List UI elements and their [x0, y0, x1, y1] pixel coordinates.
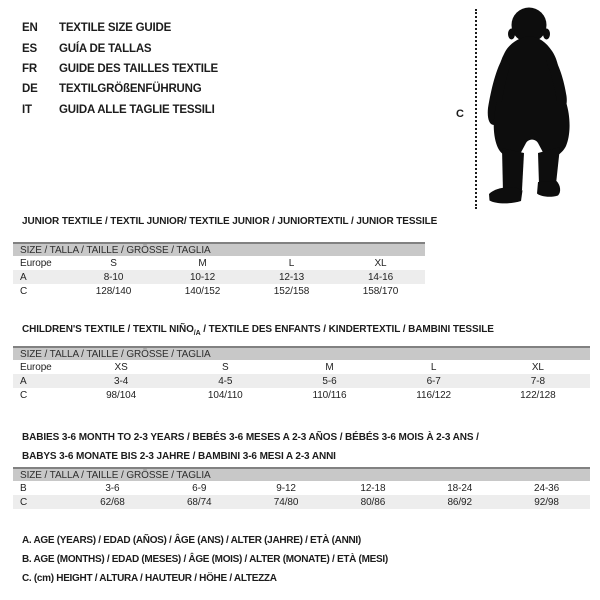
- language-row-en: [22, 18, 218, 38]
- table-row-height: [13, 388, 590, 402]
- language-code: IT: [22, 103, 32, 116]
- footnote-age-months: B. AGE (MONTHS) / EDAD (MESES) / ÂGE (MOIS) / ALTER (MONATE) / ETÀ (MESI): [22, 554, 388, 565]
- babies-section-heading: [22, 429, 479, 466]
- babies-size-table: [13, 467, 590, 509]
- language-code: ES: [22, 42, 37, 55]
- size-cell: 80/86: [329, 495, 416, 509]
- size-cell: 152/158: [273, 285, 310, 297]
- size-cell: 128/140: [95, 285, 132, 297]
- heading-subscript: /A: [193, 330, 201, 337]
- baby-silhouette-icon: [486, 6, 578, 208]
- size-cell: 6-9: [192, 482, 207, 494]
- row-label: Europe: [20, 257, 52, 269]
- size-cell: 74/80: [243, 495, 330, 509]
- row-label: C: [20, 389, 28, 401]
- size-cell: L: [288, 257, 295, 269]
- language-row-it: [22, 100, 218, 120]
- size-cell: 158/170: [362, 285, 399, 297]
- size-cell: XS: [114, 361, 128, 373]
- size-cell: 9-12: [276, 482, 296, 494]
- size-cell: 68/74: [156, 495, 243, 509]
- size-cell: 5-6: [277, 374, 381, 388]
- row-label: B: [20, 482, 27, 494]
- children-size-table: [13, 346, 590, 402]
- size-cell: 86/92: [416, 495, 503, 509]
- row-label: A: [13, 270, 69, 284]
- size-cell: M: [325, 361, 334, 373]
- size-cell: 140/152: [184, 285, 221, 297]
- language-title: TEXTILGRÖßENFÜHRUNG: [59, 83, 202, 96]
- table-row-months: [13, 481, 590, 495]
- table-row-europe: [13, 360, 590, 374]
- size-cell: S: [221, 361, 229, 373]
- language-row-fr: [22, 59, 218, 79]
- language-row-es: [22, 38, 218, 58]
- language-code: EN: [22, 22, 38, 35]
- size-cell: 14-16: [336, 270, 425, 284]
- footnote-age-years: A. AGE (YEARS) / EDAD (AÑOS) / ÂGE (ANS) / ALTER (JAHRE) / ETÀ (ANNI): [22, 535, 361, 546]
- size-cell: 18-24: [447, 482, 473, 494]
- size-cell: 110/116: [312, 389, 347, 401]
- language-title: GUÍA DE TALLAS: [59, 42, 152, 55]
- size-cell: 12-13: [247, 270, 336, 284]
- table-row-age: [13, 270, 425, 284]
- table-row-height: [13, 284, 425, 298]
- language-code: DE: [22, 83, 38, 96]
- footnote-height: C. (cm) HEIGHT / ALTURA / HAUTEUR / HÖHE / ALTEZZA: [22, 573, 277, 584]
- size-cell: 4-5: [173, 374, 277, 388]
- row-label: C: [13, 495, 69, 509]
- language-list: [22, 18, 218, 120]
- heading-text: / TEXTILE DES ENFANTS / KINDERTEXTIL / BAMBINI TESSILE: [200, 324, 494, 335]
- language-title: GUIDE DES TAILLES TEXTILE: [59, 62, 218, 75]
- size-cell: 62/68: [69, 495, 156, 509]
- heading-line-1: BABIES 3-6 MONTH TO 2-3 YEARS / BEBÉS 3-6 MESES A 2-3 AÑOS / BÉBÉS 3-6 MOIS À 2-3 ANS /: [22, 432, 479, 443]
- size-cell: 104/110: [207, 389, 243, 401]
- junior-size-table: [13, 242, 425, 298]
- size-header-bar: SIZE / TALLA / TAILLE / GRÖSSE / TAGLIA: [13, 347, 590, 360]
- size-cell: 12-18: [360, 482, 386, 494]
- size-cell: 6-7: [382, 374, 486, 388]
- table-row-age: [13, 374, 590, 388]
- footnotes: [22, 531, 388, 588]
- size-cell: L: [430, 361, 437, 373]
- row-label: A: [13, 374, 69, 388]
- size-cell: XL: [374, 257, 387, 269]
- size-cell: 122/128: [520, 389, 556, 401]
- size-header-bar: SIZE / TALLA / TAILLE / GRÖSSE / TAGLIA: [13, 468, 590, 481]
- size-cell: 10-12: [158, 270, 247, 284]
- table-row-europe: [13, 256, 425, 270]
- row-label: Europe: [20, 361, 52, 373]
- height-measure-label: C: [456, 108, 464, 120]
- size-cell: 7-8: [486, 374, 590, 388]
- size-cell: 98/104: [106, 389, 137, 401]
- size-cell: XL: [531, 361, 544, 373]
- language-title: TEXTILE SIZE GUIDE: [59, 22, 172, 35]
- heading-line-2: BABYS 3-6 MONATE BIS 2-3 JAHRE / BAMBINI 3-6 MESI A 2-3 ANNI: [22, 450, 336, 462]
- size-cell: 3-4: [69, 374, 173, 388]
- language-row-de: [22, 79, 218, 99]
- table-row-height: [13, 495, 590, 509]
- size-cell: 8-10: [69, 270, 158, 284]
- language-title: GUIDA ALLE TAGLIE TESSILI: [59, 103, 215, 116]
- size-cell: M: [198, 257, 207, 269]
- row-label: C: [20, 285, 28, 297]
- children-section-heading: [22, 324, 494, 340]
- junior-section-heading: JUNIOR TEXTILE / TEXTIL JUNIOR/ TEXTILE JUNIOR / JUNIORTEXTIL / JUNIOR TESSILE: [22, 216, 438, 227]
- size-cell: 92/98: [503, 495, 590, 509]
- size-cell: 116/122: [416, 389, 452, 401]
- heading-text: CHILDREN'S TEXTILE / TEXTIL NIÑO: [22, 324, 194, 335]
- size-cell: S: [110, 257, 117, 269]
- size-header-bar: SIZE / TALLA / TAILLE / GRÖSSE / TAGLIA: [13, 243, 425, 256]
- height-dotted-line: [475, 9, 477, 209]
- size-cell: 3-6: [105, 482, 120, 494]
- language-code: FR: [22, 62, 37, 75]
- size-cell: 24-36: [534, 482, 560, 494]
